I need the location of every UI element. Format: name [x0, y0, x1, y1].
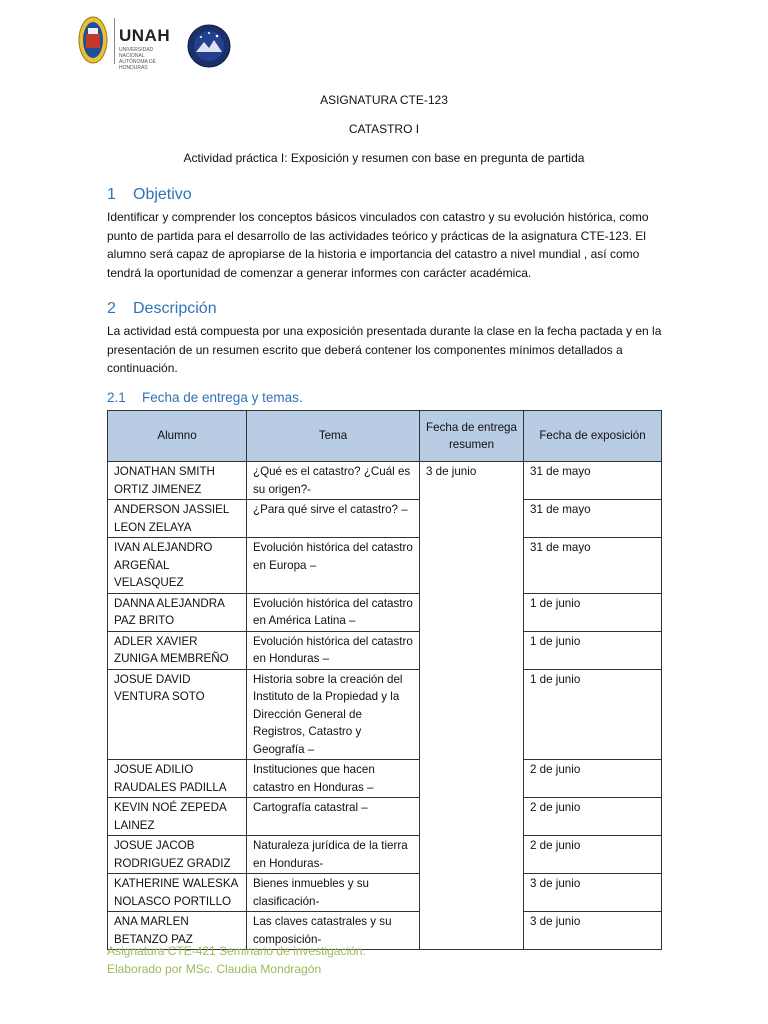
unah-shield-icon: [78, 16, 108, 64]
logo-text: UNAH: [119, 26, 171, 45]
subject-title: CATASTRO I: [348, 122, 420, 136]
alumno-cell: ANDERSON JASSIEL LEON ZELAYA: [108, 500, 247, 538]
dates-title: Fecha de entrega y temas.: [142, 390, 303, 405]
alumno-cell: JOSUE JACOB RODRIGUEZ GRADIZ: [108, 836, 247, 874]
table-row: [108, 500, 662, 538]
table-row: [108, 631, 662, 669]
exposicion-cell: 3 de junio: [524, 874, 662, 912]
exposicion-cell: 1 de junio: [524, 631, 662, 669]
table-row: [108, 669, 662, 760]
schedule-table: [107, 410, 662, 950]
alumno-cell: KEVIN NOÉ ZEPEDA LAINEZ: [108, 798, 247, 836]
alumno-cell: JONATHAN SMITH ORTIZ JIMENEZ: [108, 462, 247, 500]
table-row: [108, 760, 662, 798]
alumno-cell: DANNA ALEJANDRA PAZ BRITO: [108, 593, 247, 631]
tema-cell: Naturaleza jurídica de la tierra en Honduras-: [247, 836, 420, 874]
table-row: [108, 538, 662, 594]
header-fecha-exposicion: Fecha de exposición: [524, 411, 662, 462]
description-heading: [107, 300, 217, 318]
activity-title: Actividad práctica I: Exposición y resumen con base en pregunta de partida: [183, 151, 585, 165]
tema-cell: ¿Qué es el catastro? ¿Cuál es su origen?-: [247, 462, 420, 500]
exposicion-cell: 31 de mayo: [524, 500, 662, 538]
description-text: La actividad está compuesta por una exposición presentada durante la clase en la fecha pactada y en la presentación de un resumen escrito que deberá contener los componentes mínimos detallados a continuación.: [107, 324, 662, 375]
table-row: [108, 462, 662, 500]
exposicion-cell: 3 de junio: [524, 912, 662, 950]
objective-text: Identificar y comprender los conceptos básicos vinculados con catastro y su evolución histórica, como punto de partida para el desarrollo de las actividades teórico y prácticas de la asignatura CTE-123. El alumno será capaz de apropiarse de la historia e importancia del catastro a nivel mundial , así como tendrá la oportunidad de comenzar a generar informes con carácter académica.: [107, 210, 649, 280]
table-row: [108, 798, 662, 836]
page-footer: [107, 942, 366, 978]
exposicion-cell: 2 de junio: [524, 760, 662, 798]
table-header-row: [108, 411, 662, 462]
tema-cell: Evolución histórica del catastro en Honduras –: [247, 631, 420, 669]
description-number: 2: [107, 300, 116, 317]
table-row: [108, 874, 662, 912]
header-alumno: Alumno: [108, 411, 247, 462]
logo-subtext: UNIVERSIDAD NACIONAL AUTÓNOMA DE HONDURAS: [119, 47, 156, 71]
alumno-cell: IVAN ALEJANDRO ARGEÑAL VELASQUEZ: [108, 538, 247, 594]
unah-logo: [78, 16, 171, 71]
tema-cell: Evolución histórica del catastro en Europa –: [247, 538, 420, 594]
header-fecha-resumen: Fecha de entrega resumen: [420, 411, 524, 462]
footer-line-2: Elaborado por MSc. Claudia Mondragón: [107, 962, 322, 976]
tema-cell: Cartografía catastral –: [247, 798, 420, 836]
faculty-seal-icon: [187, 24, 231, 68]
tema-cell: Las claves catastrales y su composición-: [247, 912, 420, 950]
alumno-cell: JOSUE ADILIO RAUDALES PADILLA: [108, 760, 247, 798]
exposicion-cell: 1 de junio: [524, 669, 662, 760]
exposicion-cell: 31 de mayo: [524, 462, 662, 500]
tema-cell: Instituciones que hacen catastro en Honduras –: [247, 760, 420, 798]
table-row: [108, 836, 662, 874]
course-title: ASIGNATURA CTE-123: [320, 93, 448, 107]
table-row: [108, 593, 662, 631]
fecha-resumen-cell: 3 de junio: [420, 462, 524, 950]
alumno-cell: ANA MARLEN BETANZO PAZ: [108, 912, 247, 950]
exposicion-cell: 2 de junio: [524, 836, 662, 874]
tema-cell: Bienes inmuebles y su clasificación-: [247, 874, 420, 912]
alumno-cell: KATHERINE WALESKA NOLASCO PORTILLO: [108, 874, 247, 912]
alumno-cell: JOSUE DAVID VENTURA SOTO: [108, 669, 247, 760]
dates-number: 2.1: [107, 390, 126, 405]
exposicion-cell: 31 de mayo: [524, 538, 662, 594]
objective-number: 1: [107, 186, 116, 203]
alumno-cell: ADLER XAVIER ZUNIGA MEMBREÑO: [108, 631, 247, 669]
logo-divider: [114, 18, 115, 64]
exposicion-cell: 1 de junio: [524, 593, 662, 631]
tema-cell: ¿Para qué sirve el catastro? –: [247, 500, 420, 538]
objective-title: Objetivo: [133, 186, 192, 203]
footer-line-1: Asignatura CTE-421 Seminario de investigación.: [107, 944, 366, 958]
dates-heading: [107, 390, 303, 405]
exposicion-cell: 2 de junio: [524, 798, 662, 836]
tema-cell: Evolución histórica del catastro en América Latina –: [247, 593, 420, 631]
header-tema: Tema: [247, 411, 420, 462]
tema-cell: Historia sobre la creación del Instituto de la Propiedad y la Dirección General de Registros, Catastro y Geografía –: [247, 669, 420, 760]
description-title: Descripción: [133, 300, 217, 317]
objective-heading: [107, 186, 192, 204]
